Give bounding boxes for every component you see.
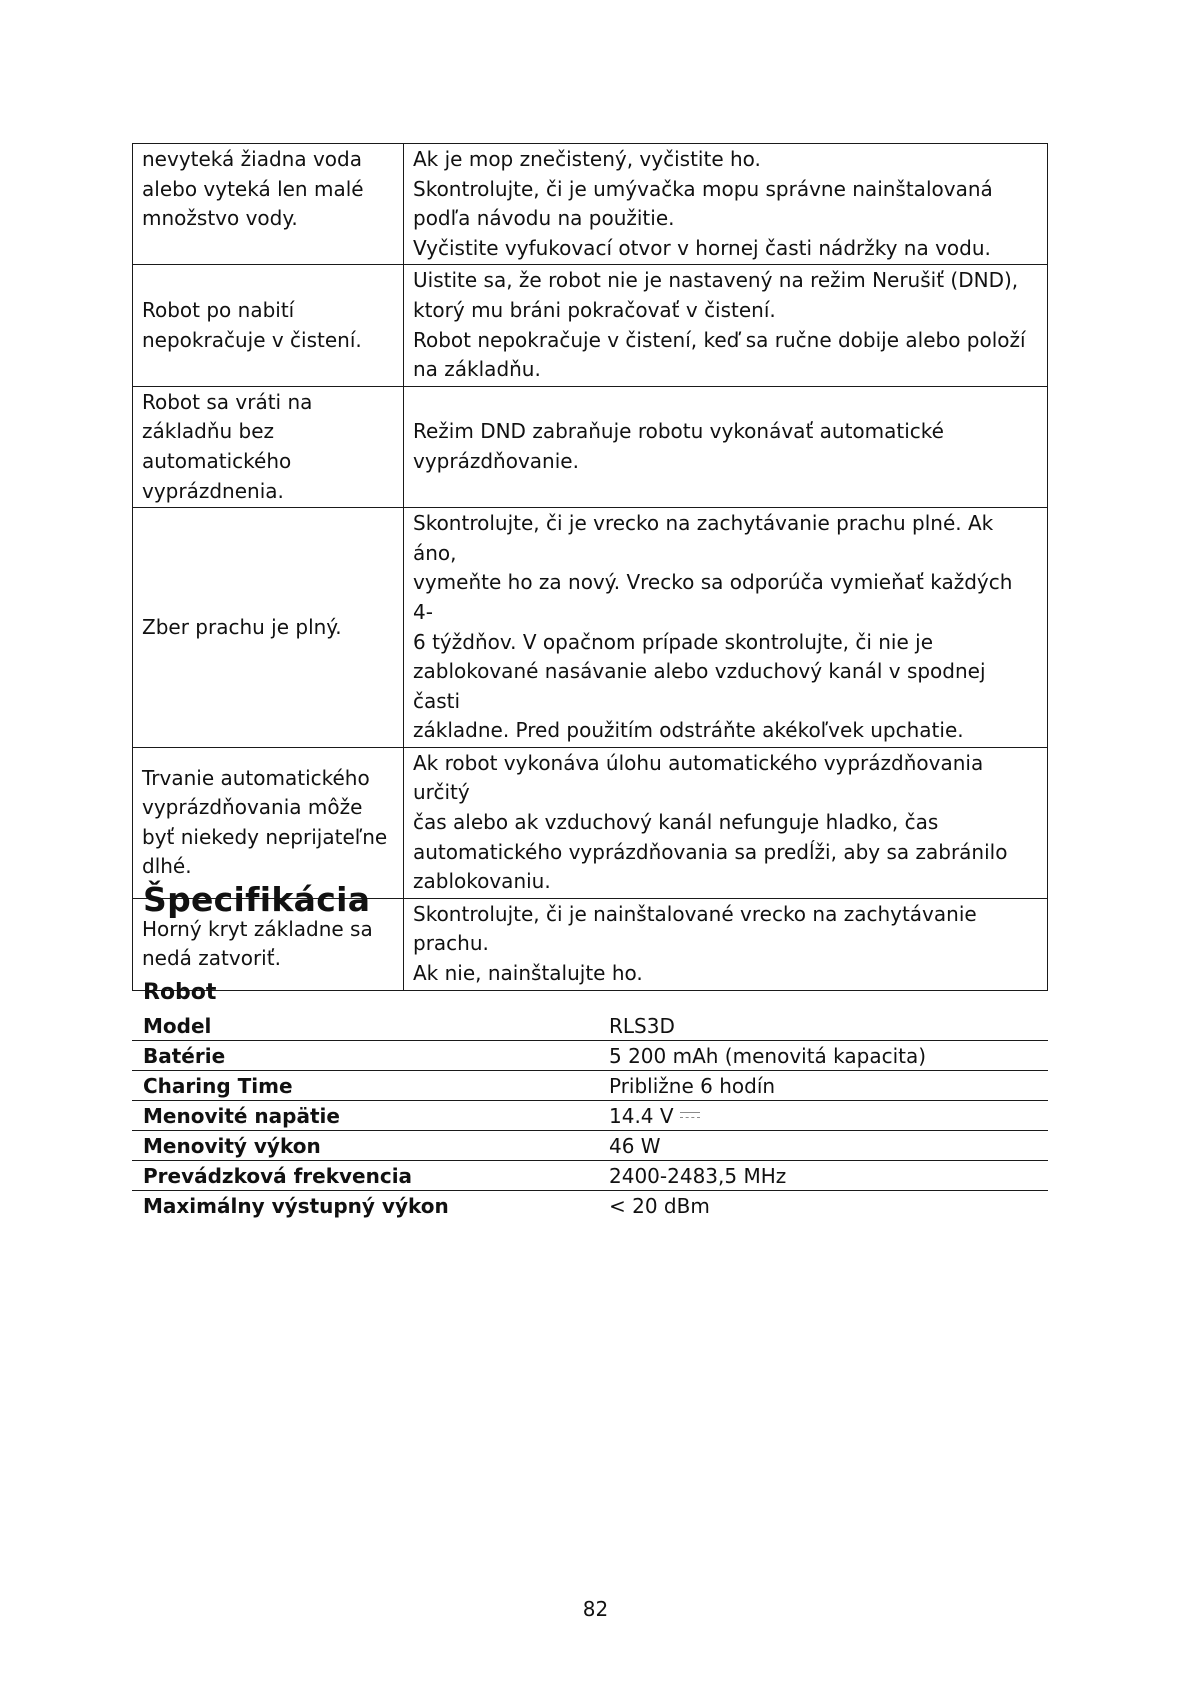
problem-cell: Zber prachu je plný. xyxy=(133,508,404,748)
solution-cell: Skontrolujte, či je nainštalované vrecko na zachytávanie prachu. Ak nie, nainštalujte ho. xyxy=(404,898,1048,990)
solution-cell: Uistite sa, že robot nie je nastavený na režim Nerušiť (DND), ktorý mu bráni pokračovať v čistení. Robot nepokračuje v čistení, keď sa ručne dobije alebo položí na základňu. xyxy=(404,265,1048,386)
spec-group-title: Robot xyxy=(143,980,217,1005)
spec-row xyxy=(132,1161,1048,1191)
spec-label: Model xyxy=(132,1011,588,1041)
page-number: 82 xyxy=(582,1597,609,1621)
spec-label: Menovité napätie xyxy=(132,1101,588,1131)
dc-current-symbol-icon xyxy=(680,1112,700,1120)
problem-cell: Robot sa vráti na základňu bez automatického vyprázdnenia. xyxy=(133,386,404,507)
problem-cell: nevyteká žiadna voda alebo vyteká len malé množstvo vody. xyxy=(133,144,404,265)
spec-label: Charing Time xyxy=(132,1071,588,1101)
spec-value: Približne 6 hodín xyxy=(588,1071,1048,1101)
table-row xyxy=(133,144,1048,265)
table-row xyxy=(133,508,1048,748)
spec-value xyxy=(588,1101,1048,1131)
solution-cell: Ak je mop znečistený, vyčistite ho. Skontrolujte, či je umývačka mopu správne nainštalovaná podľa návodu na použitie. Vyčistite vyfukovací otvor v hornej časti nádržky na vodu. xyxy=(404,144,1048,265)
spec-row xyxy=(132,1071,1048,1101)
spec-label: Menovitý výkon xyxy=(132,1131,588,1161)
spec-row xyxy=(132,1191,1048,1221)
troubleshooting-table xyxy=(132,143,1048,991)
solution-cell: Skontrolujte, či je vrecko na zachytávanie prachu plné. Ak áno, vymeňte ho za nový. Vrecko sa odporúča vymieňať každých 4- 6 týždňov. V opačnom prípade skontrolujte, či nie je zablokované nasávanie alebo vzduchový kanál v spodnej časti základne. Pred použitím odstráňte akékoľvek upchatie. xyxy=(404,508,1048,748)
spec-label: Batérie xyxy=(132,1041,588,1071)
table-row xyxy=(133,747,1048,898)
spec-value: 46 W xyxy=(588,1131,1048,1161)
problem-cell: Horný kryt základne sa nedá zatvoriť. xyxy=(133,898,404,990)
spec-value: < 20 dBm xyxy=(609,1194,710,1218)
spec-value: RLS3D xyxy=(588,1011,1048,1041)
problem-cell: Robot po nabití nepokračuje v čistení. xyxy=(133,265,404,386)
specification-heading: Špecifikácia xyxy=(143,880,371,919)
spec-label: Prevádzková frekvencia xyxy=(132,1161,588,1191)
spec-value: 5 200 mAh (menovitá kapacita) xyxy=(588,1041,1048,1071)
spec-row xyxy=(132,1131,1048,1161)
problem-cell: Trvanie automatického vyprázdňovania môže byť niekedy neprijateľne dlhé. xyxy=(133,747,404,898)
table-row xyxy=(133,265,1048,386)
solution-cell: Režim DND zabraňuje robotu vykonávať automatické vyprázdňovanie. xyxy=(404,386,1048,507)
table-row xyxy=(133,386,1048,507)
spec-label: Maximálny výstupný výkon xyxy=(143,1194,449,1218)
spec-value-text: 14.4 V xyxy=(609,1104,674,1128)
spec-row xyxy=(132,1041,1048,1071)
spec-row xyxy=(132,1101,1048,1131)
solution-cell: Ak robot vykonáva úlohu automatického vyprázdňovania určitý čas alebo ak vzduchový kanál nefunguje hladko, čas automatického vyprázdňovania sa predĺži, aby sa zabránilo zablokovaniu. xyxy=(404,747,1048,898)
spec-row xyxy=(132,1011,1048,1041)
specification-table xyxy=(132,1011,1048,1220)
spec-value: 2400-2483,5 MHz xyxy=(588,1161,1048,1191)
